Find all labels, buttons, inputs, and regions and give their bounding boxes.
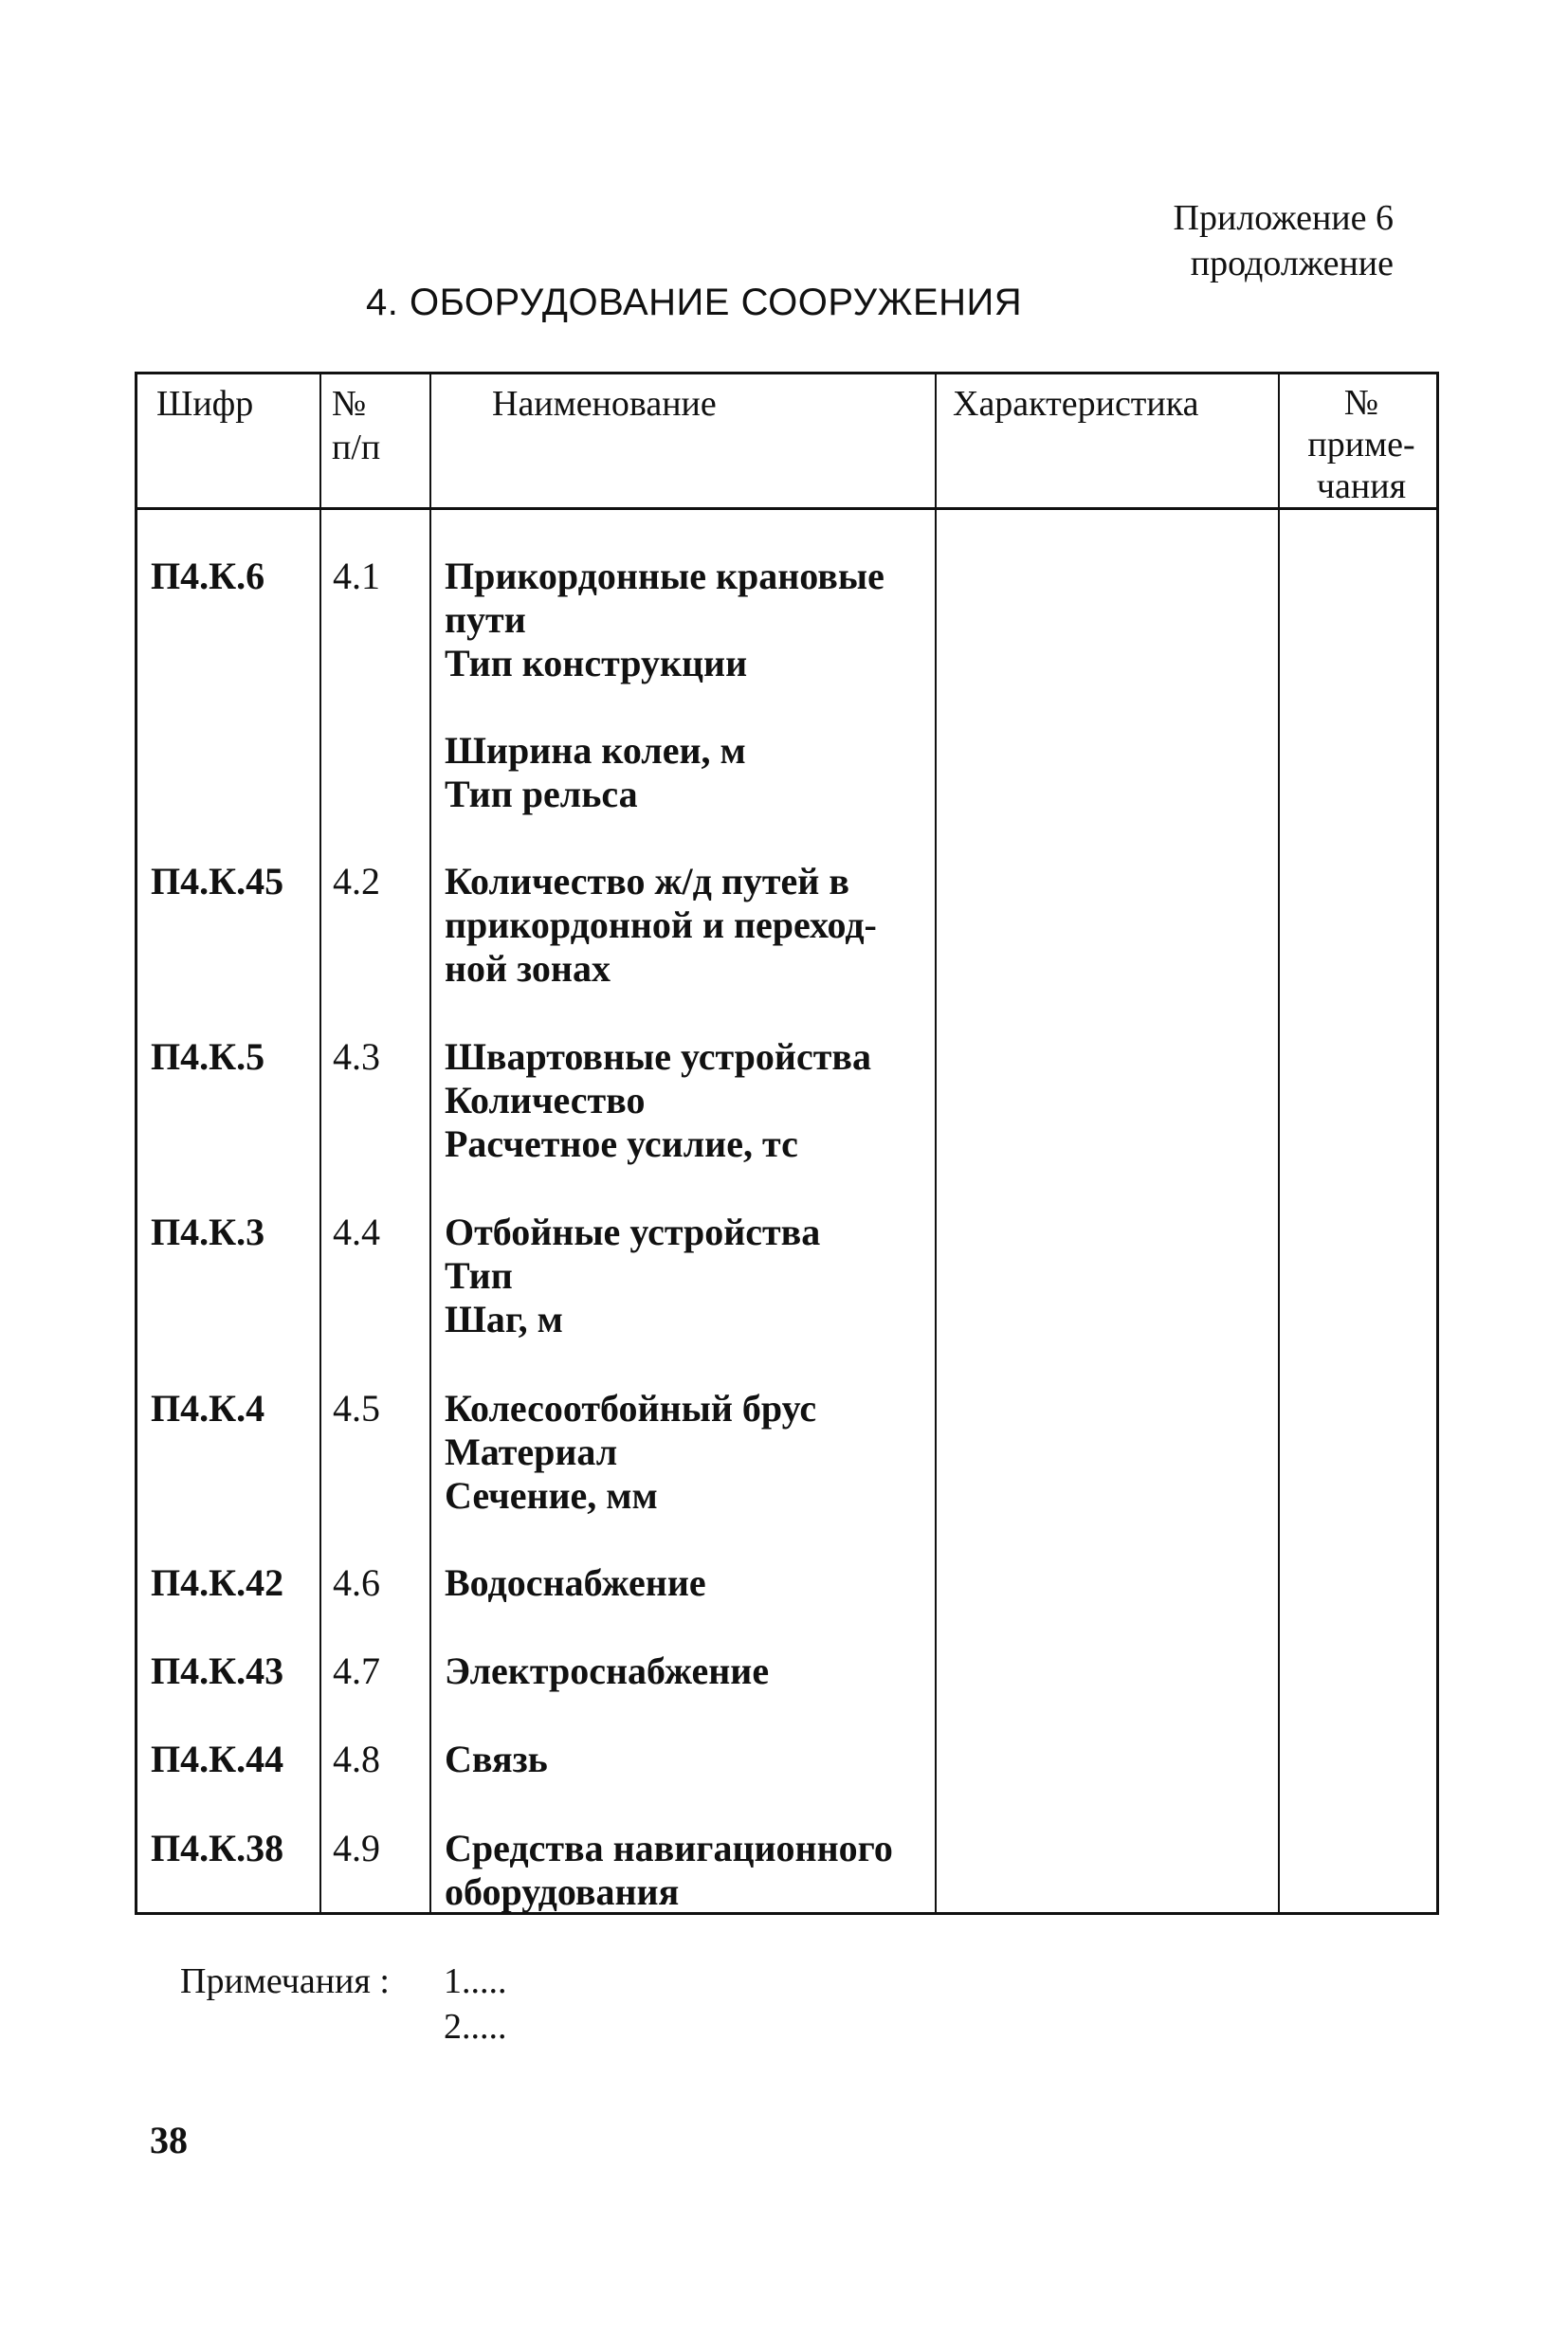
row-code: П4.К.6 [151, 555, 265, 597]
row-code: П4.К.3 [151, 1211, 265, 1253]
row-code: П4.К.4 [151, 1387, 265, 1430]
row-number: 4.1 [333, 555, 380, 597]
column-divider [935, 374, 937, 1912]
row-number: 4.8 [333, 1738, 380, 1780]
page-number: 38 [150, 2119, 188, 2161]
header-code: Шифр [156, 384, 254, 424]
row-name: Прикордонные крановые пути Тип конструкции Ширина колеи, м Тип рельса [445, 555, 884, 815]
row-code: П4.К.44 [151, 1738, 284, 1780]
notes-items [444, 1959, 507, 2050]
row-number: 4.6 [333, 1561, 380, 1604]
row-name: Швартовные устройства Количество Расчетное усилие, тс [445, 1035, 871, 1165]
column-divider [1278, 374, 1280, 1912]
row-name: Водоснабжение [445, 1561, 706, 1604]
column-divider [429, 374, 431, 1912]
section-title: 4. ОБОРУДОВАНИЕ СООРУЖЕНИЯ [366, 282, 1023, 323]
row-name: Количество ж/д путей в прикордонной и переход- ной зонах [445, 860, 877, 990]
row-name: Отбойные устройства Тип Шаг, м [445, 1211, 821, 1340]
row-code: П4.К.45 [151, 860, 284, 902]
row-name: Связь [445, 1738, 548, 1780]
row-code: П4.К.38 [151, 1827, 284, 1869]
appendix-number: Приложение 6 [1173, 198, 1394, 238]
header-name: Наименование [492, 384, 717, 424]
row-number: 4.4 [333, 1211, 380, 1253]
appendix-label [1128, 195, 1394, 286]
header-note-number: № приме- чания [1307, 383, 1415, 506]
row-number: 4.2 [333, 860, 380, 902]
row-number: 4.5 [333, 1387, 380, 1430]
row-number: 4.9 [333, 1827, 380, 1869]
row-name: Электроснабжение [445, 1649, 770, 1692]
row-number: 4.7 [333, 1649, 380, 1692]
row-name: Средства навигационного оборудования [445, 1827, 893, 1913]
note-item: 1..... [444, 1961, 507, 2001]
header-divider [137, 507, 1436, 510]
row-code: П4.К.43 [151, 1649, 284, 1692]
notes-section [180, 1959, 507, 2047]
header-number: № п/п [332, 384, 381, 467]
equipment-table [135, 372, 1439, 1915]
appendix-continuation: продолжение [1190, 244, 1394, 283]
row-name: Колесоотбойный брус Материал Сечение, мм [445, 1387, 817, 1517]
column-divider [319, 374, 321, 1912]
row-code: П4.К.42 [151, 1561, 284, 1604]
note-item: 2..... [444, 2007, 507, 2047]
row-number: 4.3 [333, 1035, 380, 1078]
notes-label: Примечания : [180, 1961, 390, 2001]
header-characteristic: Характеристика [953, 384, 1199, 424]
row-code: П4.К.5 [151, 1035, 265, 1078]
